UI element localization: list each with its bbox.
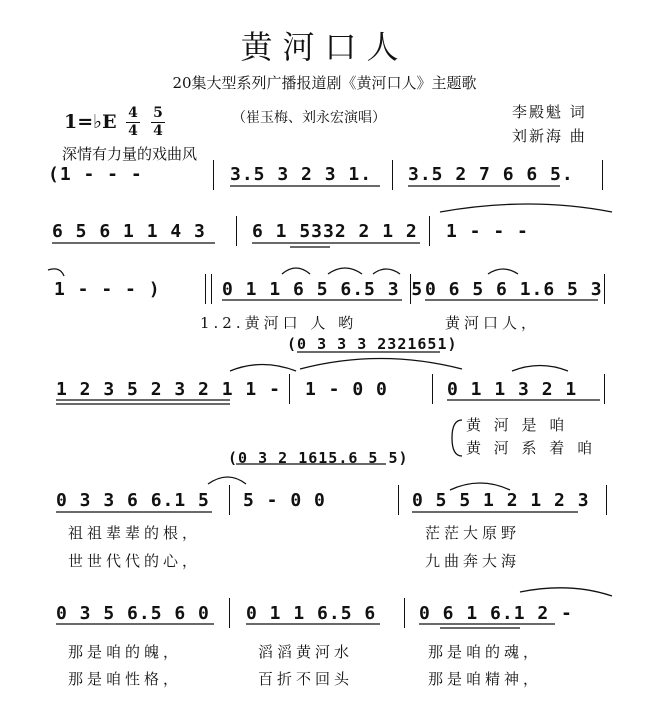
measure-notes: 1 2 3 5 2 3 2 1 1 - [56, 379, 281, 400]
measure-notes: 1 - 0 0 [305, 379, 388, 400]
tie-arc [520, 588, 612, 596]
lyricist-credit: 李殿魁 词 [512, 103, 587, 121]
measure-notes: 0 3 3 6 6.1 5 [56, 490, 210, 511]
measure-notes: 5 - 0 0 [243, 490, 326, 511]
tie-arc [440, 204, 612, 212]
slur-arc [230, 365, 296, 372]
slur-arc [373, 269, 400, 274]
lyric-line: 茫茫大原野 [425, 524, 521, 542]
measure-notes: 0 1 1 6.5 6 [246, 603, 377, 624]
song-title: 黄河口人 [240, 28, 409, 66]
verse-bracket [452, 420, 462, 456]
lyric-line: 百折不回头 [258, 670, 354, 688]
lyric-line: 九曲奔大海 [425, 552, 521, 570]
tie-arc [48, 269, 64, 276]
lyric-line: 那是咱性格， [68, 670, 183, 688]
lyric-line: 那是咱精神， [428, 670, 543, 688]
accompaniment-phrase: (0 3 3 3 2321651) [287, 335, 458, 353]
lyric-line: 祖祖辈辈的根， [68, 524, 202, 542]
measure-notes: 3.5 3 2 3 1. [230, 164, 373, 185]
lyric-line: 那是咱的魄， [68, 643, 183, 661]
slur-arc [300, 359, 462, 370]
measure-notes: 0 6 5 6 1.6 5 3 [425, 279, 603, 300]
slur-arc [450, 483, 510, 490]
measure-notes: 0 1 1 3 2 1 [447, 379, 578, 400]
measure-notes: 6 1 5332 2 1 2 [252, 221, 418, 242]
song-subtitle: 20集大型系列广播报道剧《黄河口人》主题歌 [172, 74, 477, 92]
slur-arc [488, 269, 518, 274]
measure-notes: 6 5 6 1 1 4 3 [52, 221, 206, 242]
measure-notes: 3.5 2 7 6 6 5. [408, 164, 574, 185]
composer-credit: 刘新海 曲 [512, 127, 587, 145]
lyric-line: 世世代代的心， [68, 552, 202, 570]
lyric-line: 那是咱的魂， [428, 643, 543, 661]
measure-notes: 0 3 5 6.5 6 0 [56, 603, 210, 624]
lyric-line: 黄 河 是 咱 [466, 416, 569, 434]
measure-notes: 0 1 1 6 5 6.5 3 5 [222, 279, 424, 300]
time-sig-top: 4 [128, 105, 138, 121]
time-sig-top: 5 [153, 105, 163, 121]
lyric-line: 滔滔黄河水 [258, 643, 354, 661]
measure-notes: 0 5 5 1 2 1 2 3 [412, 490, 590, 511]
slur-arc [512, 366, 568, 372]
measure-notes: (1 - - - [48, 164, 143, 185]
measure-notes: 0 6 1 6.1 2 - [419, 603, 573, 624]
key-signature: 1=♭E [64, 111, 117, 133]
lyric-line: 1.2.黄河口 人 哟 [200, 314, 358, 332]
measure-notes: 1 - - - [446, 221, 529, 242]
measure-notes: 1 - - - ) [54, 279, 161, 300]
lyric-line: 黄 河 系 着 咱 [466, 439, 597, 457]
lyric-line: 黄河口人， [445, 314, 541, 332]
slur-arc [208, 477, 246, 484]
slur-arc [282, 268, 310, 274]
performance-style: 深情有力量的戏曲风 [62, 145, 198, 163]
accompaniment-phrase: (0 3 2 1615.6 5 5) [228, 449, 409, 467]
time-sig-bottom: 4 [128, 123, 138, 139]
singers-credit: （崔玉梅、刘永宏演唱） [232, 110, 386, 126]
time-sig-bottom: 4 [153, 123, 163, 139]
slur-arc [328, 268, 362, 274]
